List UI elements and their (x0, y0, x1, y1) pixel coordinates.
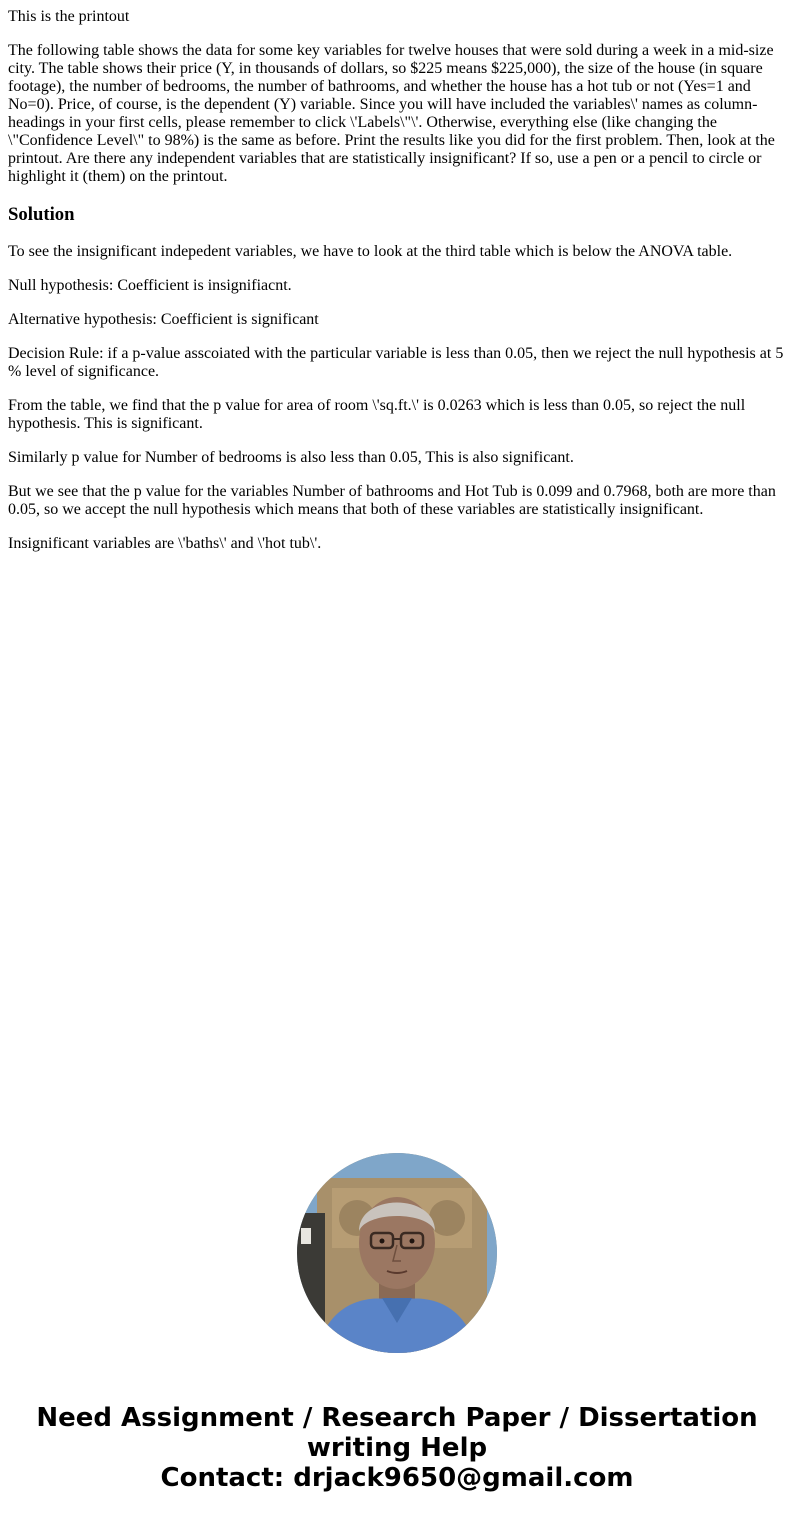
document-content (8, 8, 786, 569)
bedrooms-finding: Similarly p value for Number of bedrooms is also less than 0.05, This is also significant. (8, 449, 574, 466)
problem-statement: The following table shows the data for some key variables for twelve houses that were sold during a week in a mid-size city. The table shows their price (Y, in thousands of dollars, so $225 means $225,000), the size of the house (in square footage), the number of bedrooms, the number of bathrooms, and whether the house has a hot tub or not (Yes=1 and No=0). Price, of course, is the dependent (Y) variable. Since you will have included the variables\' names as column-headings in your first cells, please remember to click \'Labels\"\'. Otherwise, everything else (like changing the \"Confidence Level\" to 98%) is the same as before. Print the results like you did for the first problem. Then, look at the printout. Are there any independent variables that are statistically insignificant? If so, use a pen or a pencil to circle or highlight it (them) on the printout. (8, 42, 775, 185)
tutor-avatar (297, 1153, 497, 1353)
solution-heading: Solution (8, 204, 75, 225)
promo-line-1: Need Assignment / Research Paper / Dissertation (36, 1403, 758, 1433)
alternative-hypothesis: Alternative hypothesis: Coefficient is significant (8, 311, 319, 328)
tutor-photo-icon (297, 1153, 497, 1353)
solution-paragraph-intro: To see the insignificant indepedent variables, we have to look at the third table which is below the ANOVA table. (8, 243, 733, 260)
sqft-finding: From the table, we find that the p value for area of room \'sq.ft.\' is 0.0263 which is less than 0.05, so reject the null hypothesis. This is significant. (8, 397, 746, 432)
null-hypothesis: Null hypothesis: Coefficient is insignifiacnt. (8, 277, 292, 294)
promo-line-2: writing Help (306, 1433, 488, 1463)
promo-banner (0, 1403, 794, 1493)
decision-rule: Decision Rule: if a p-value asscoiated with the particular variable is less than 0.05, then we reject the null hypothesis at 5 % level of significance. (8, 345, 784, 380)
promo-contact: Contact: drjack9650@gmail.com (160, 1463, 634, 1493)
bathrooms-hottub-finding: But we see that the p value for the variables Number of bathrooms and Hot Tub is 0.099 and 0.7968, both are more than 0.05, so we accept the null hypothesis which means that both of these variables are statistically insignificant. (8, 483, 776, 518)
conclusion: Insignificant variables are \'baths\' and \'hot tub\'. (8, 535, 322, 552)
printout-line: This is the printout (8, 8, 130, 25)
